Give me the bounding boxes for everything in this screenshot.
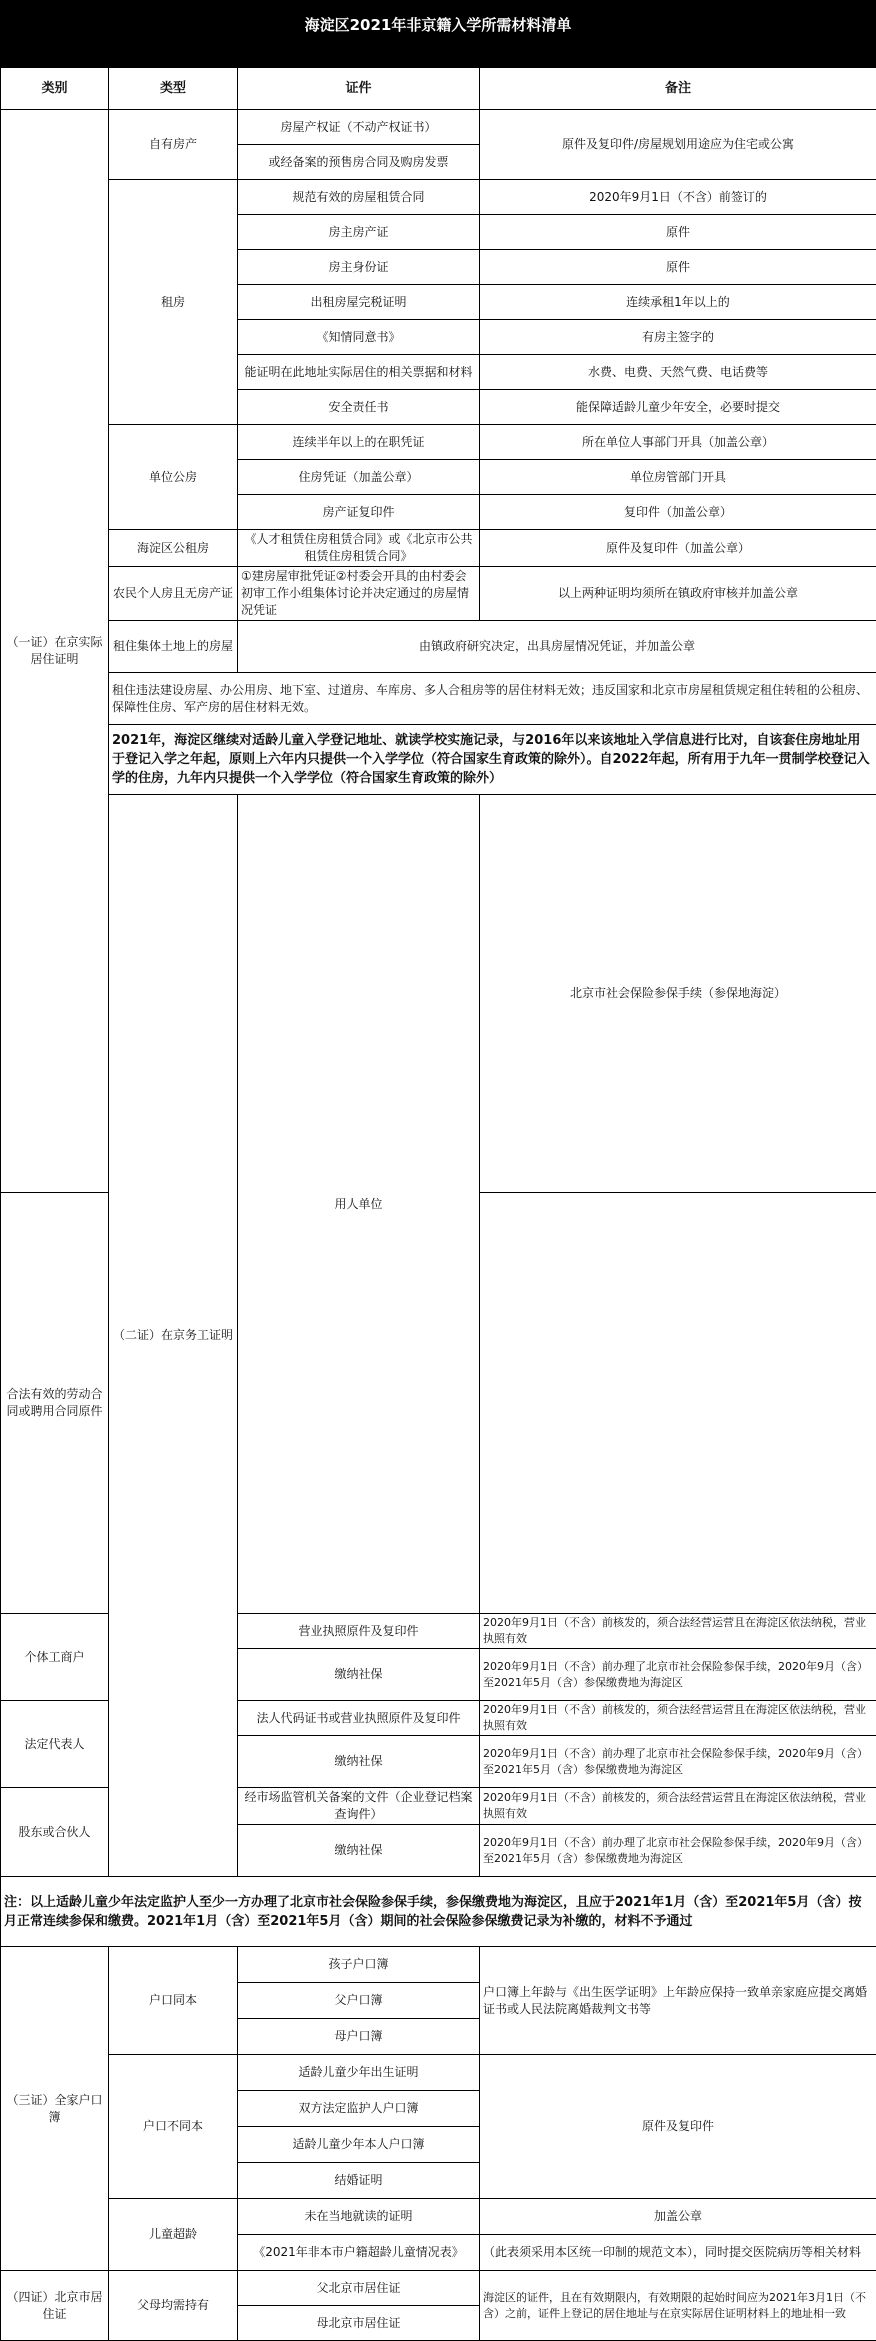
doc-cell: 房屋产权证（不动产权证书）	[238, 110, 480, 145]
header-note: 备注	[480, 68, 876, 110]
doc-cell: 《知情同意书》	[238, 320, 480, 355]
doc-cell: 母户口簿	[238, 2019, 480, 2055]
type-farmer-house: 农民个人房且无房产证	[109, 567, 238, 621]
doc-cell: 法人代码证书或营业执照原件及复印件	[238, 1701, 480, 1736]
doc-cell: 房主房产证	[238, 215, 480, 250]
type-same-register: 户口同本	[109, 1947, 238, 2055]
doc-cell: 住房凭证（加盖公章）	[238, 460, 480, 495]
page-title: 海淀区2021年非京籍入学所需材料清单	[0, 0, 876, 67]
note-cell: 2020年9月1日（不含）前签订的	[480, 180, 876, 215]
collective-note: 由镇政府研究决定，出具房屋情况凭证，并加盖公章	[238, 621, 876, 673]
social-insurance-footnote: 注：以上适龄儿童少年法定监护人至少一方办理了北京市社会保险参保手续，参保缴费地为海淀区，且应于2021年1月（含）至2021年5月（含）按月正常连续参保和缴费。2021年1月（含）至2021年5月（含）期间的社会保险参保缴费记录为补缴的，材料不予通过	[1, 1877, 876, 1947]
type-both-parents: 父母均需持有	[109, 2271, 238, 2341]
note-cell: 2020年9月1日（不含）前办理了北京市社会保险参保手续，2020年9月（含）至2021年5月（含）参保缴费地为海淀区	[480, 1825, 876, 1877]
doc-cell: 《2021年非本市户籍超龄儿童情况表》	[238, 2235, 480, 2271]
doc-cell: 双方法定监护人户口簿	[238, 2091, 480, 2127]
note-cell: 原件	[480, 215, 876, 250]
doc-cell: 结婚证明	[238, 2163, 480, 2199]
type-collective-land: 租住集体土地上的房屋	[109, 621, 238, 673]
header-row	[1, 68, 876, 110]
doc-cell: 未在当地就读的证明	[238, 2199, 480, 2235]
doc-cell: 或经备案的预售房合同及购房发票	[238, 145, 480, 180]
doc-cell: 适龄儿童少年出生证明	[238, 2055, 480, 2091]
note-cell: 能保障适龄儿童少年安全，必要时提交	[480, 390, 876, 425]
doc-cell: 缴纳社保	[238, 1649, 480, 1701]
type-individual-business: 个体工商户	[1, 1614, 109, 1701]
doc-cell: 连续半年以上的在职凭证	[238, 425, 480, 460]
doc-cell: 缴纳社保	[238, 1825, 480, 1877]
note-cell: 复印件（加盖公章）	[480, 495, 876, 530]
header-document: 证件	[238, 68, 480, 110]
category-residence-permit: （四证）北京市居住证	[1, 2271, 109, 2341]
note-cell: 原件及复印件/房屋规划用途应为住宅或公寓	[480, 110, 876, 180]
note-cell: 原件及复印件（加盖公章）	[480, 530, 876, 567]
type-legal-rep: 法定代表人	[1, 1701, 109, 1788]
doc-cell: 缴纳社保	[238, 1736, 480, 1788]
doc-cell: 营业执照原件及复印件	[238, 1614, 480, 1649]
note-cell: 单位房管部门开具	[480, 460, 876, 495]
note-cell: 2020年9月1日（不含）前核发的，须合法经营运营且在海淀区依法纳税，营业执照有效	[480, 1701, 876, 1736]
note-cell: 原件	[480, 250, 876, 285]
invalid-materials-note: 租住违法建设房屋、办公用房、地下室、过道房、车库房、多人合租房等的居住材料无效；违反国家和北京市房屋租赁规定租住转租的公租房、保障性住房、军产房的居住材料无效。	[109, 673, 876, 725]
note-cell: 原件及复印件	[480, 2055, 876, 2199]
note-cell: 户口簿上年龄与《出生医学证明》上年龄应保持一致单亲家庭应提交离婚证书或人民法院离婚裁判文书等	[480, 1947, 876, 2055]
doc-cell: 房产证复印件	[238, 495, 480, 530]
type-unit-housing: 单位公房	[109, 425, 238, 530]
doc-cell: 规范有效的房屋租赁合同	[238, 180, 480, 215]
note-cell: 所在单位人事部门开具（加盖公章）	[480, 425, 876, 460]
type-public-rental: 海淀区公租房	[109, 530, 238, 567]
doc-cell: 母北京市居住证	[238, 2306, 480, 2341]
doc-cell: 出租房屋完税证明	[238, 285, 480, 320]
materials-table	[0, 67, 876, 2341]
note-cell: 连续承租1年以上的	[480, 285, 876, 320]
type-partner: 股东或合伙人	[1, 1788, 109, 1877]
type-rent: 租房	[109, 180, 238, 425]
address-rule-note: 2021年，海淀区继续对适龄儿童入学登记地址、就读学校实施记录，与2016年以来该地址入学信息进行比对，自该套住房地址用于登记入学之年起，原则上六年内只提供一个入学学位（符合国家生育政策的除外）。自2022年起，所有用于九年一贯制学校登记入学的住房，九年内只提供一个入学学位（符合国家生育政策的除外）	[109, 725, 876, 795]
category-work: （二证）在京务工证明	[109, 795, 238, 1877]
doc-cell: 孩子户口簿	[238, 1947, 480, 1983]
type-employer: 用人单位	[238, 795, 480, 1614]
note-cell: 加盖公章	[480, 2199, 876, 2235]
doc-cell: 北京市社会保险参保手续（参保地海淀）	[480, 795, 876, 1193]
type-overage-child: 儿童超龄	[109, 2199, 238, 2271]
doc-cell: 能证明在此地址实际居住的相关票据和材料	[238, 355, 480, 390]
category-residence: （一证）在京实际居住证明	[1, 110, 109, 1193]
header-type: 类型	[109, 68, 238, 110]
doc-cell: 父户口簿	[238, 1983, 480, 2019]
note-cell: 2020年9月1日（不含）前办理了北京市社会保险参保手续，2020年9月（含）至2021年5月（含）参保缴费地为海淀区	[480, 1649, 876, 1701]
doc-cell: 安全责任书	[238, 390, 480, 425]
doc-cell: 《人才租赁住房租赁合同》或《北京市公共租赁住房租赁合同》	[238, 530, 480, 567]
note-cell: 2020年9月1日（不含）前办理了北京市社会保险参保手续，2020年9月（含）至2021年5月（含）参保缴费地为海淀区	[480, 1736, 876, 1788]
doc-cell: 房主身份证	[238, 250, 480, 285]
note-cell: 以上两种证明均须所在镇政府审核并加盖公章	[480, 567, 876, 621]
note-cell: 海淀区的证件，且在有效期限内，有效期限的起始时间应为2021年3月1日（不含）之前，证件上登记的居住地址与在京实际居住证明材料上的地址相一致	[480, 2271, 876, 2341]
doc-cell: 适龄儿童少年本人户口簿	[238, 2127, 480, 2163]
doc-cell: ①建房屋审批凭证②村委会开具的由村委会初审工作小组集体讨论并决定通过的房屋情况凭证	[238, 567, 480, 621]
note-cell: 水费、电费、天然气费、电话费等	[480, 355, 876, 390]
note-cell: 2020年9月1日（不含）前核发的，须合法经营运营且在海淀区依法纳税，营业执照有效	[480, 1788, 876, 1825]
category-household: （三证）全家户口簿	[1, 1947, 109, 2271]
note-cell: 2020年9月1日（不含）前核发的，须合法经营运营且在海淀区依法纳税，营业执照有效	[480, 1614, 876, 1649]
note-cell: 有房主签字的	[480, 320, 876, 355]
doc-cell: 经市场监管机关备案的文件（企业登记档案查询件）	[238, 1788, 480, 1825]
doc-cell: 合法有效的劳动合同或聘用合同原件	[1, 1193, 109, 1614]
doc-cell: 父北京市居住证	[238, 2271, 480, 2306]
header-category: 类别	[1, 68, 109, 110]
note-cell: （此表须采用本区统一印制的规范文本），同时提交医院病历等相关材料	[480, 2235, 876, 2271]
type-diff-register: 户口不同本	[109, 2055, 238, 2199]
type-own-property: 自有房产	[109, 110, 238, 180]
